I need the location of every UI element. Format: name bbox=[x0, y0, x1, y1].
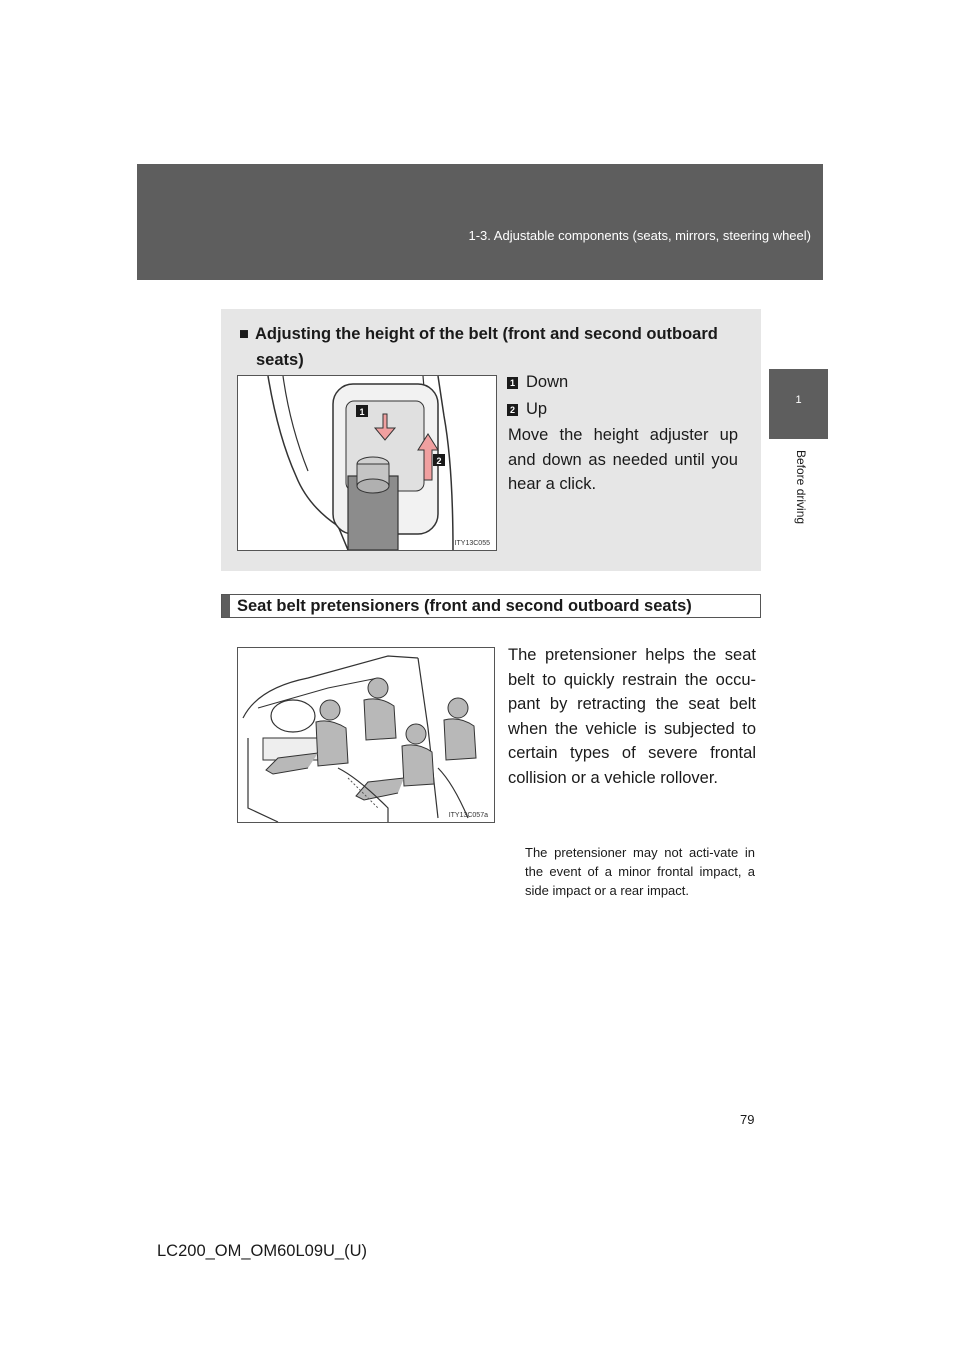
legend-down bbox=[507, 373, 568, 392]
vehicle-occupants-figure bbox=[237, 647, 495, 823]
page-number: 79 bbox=[740, 1112, 755, 1127]
chapter-header-band bbox=[137, 164, 823, 280]
belt-height-instruction: Move the height adjuster up and down as needed until you hear a click. bbox=[508, 426, 738, 493]
legend-down-label: Down bbox=[526, 373, 569, 391]
belt-height-heading bbox=[239, 321, 749, 373]
figure-code: ITY13C057a bbox=[448, 812, 488, 819]
heading-line-2: seats) bbox=[256, 351, 304, 369]
belt-adjuster-illustration bbox=[238, 376, 496, 550]
legend-up-label: Up bbox=[526, 400, 548, 418]
pretensioners-section-title: Seat belt pretensioners (front and second outboard seats) bbox=[237, 597, 692, 615]
chapter-tab bbox=[769, 369, 828, 439]
legend-up bbox=[507, 400, 547, 419]
square-bullet-icon: ■ bbox=[239, 325, 249, 343]
figure-code: ITY13C055 bbox=[454, 540, 490, 547]
section-title: 1-3. Adjustable components (seats, mirrors, steering wheel) bbox=[468, 228, 811, 243]
heading-line-1: Adjusting the height of the belt (front and second outboard bbox=[254, 325, 718, 343]
chapter-label: Before driving bbox=[794, 450, 808, 525]
vehicle-occupants-illustration bbox=[238, 648, 494, 822]
pretensioners-section-bar bbox=[221, 594, 761, 618]
pretensioner-description: The pretensioner helps the seat belt to quickly restrain the occu-pant by retracting the seat belt when the vehicle is subjected to certain types of severe frontal collision or a vehicle rollover. bbox=[508, 646, 756, 787]
pretensioner-note: The pretensioner may not acti-vate in the event of a minor frontal impact, a side impact or a rear impact. bbox=[525, 845, 755, 898]
svg-text:1: 1 bbox=[359, 407, 365, 417]
belt-height-info-box bbox=[221, 309, 761, 571]
section-bar-accent bbox=[222, 595, 230, 617]
svg-text:2: 2 bbox=[436, 456, 442, 466]
badge-2: 2 bbox=[507, 404, 518, 416]
chapter-number: 1 bbox=[795, 394, 802, 406]
belt-adjuster-figure bbox=[237, 375, 497, 551]
document-code: LC200_OM_OM60L09U_(U) bbox=[157, 1242, 368, 1260]
badge-1: 1 bbox=[507, 377, 518, 389]
